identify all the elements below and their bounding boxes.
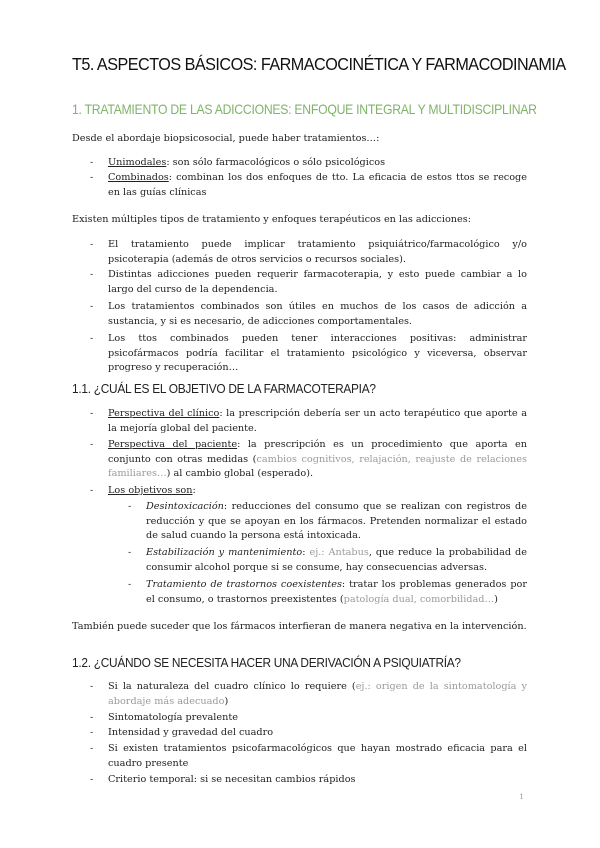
- bullet-dash: -: [90, 439, 94, 450]
- list-item: [90, 268, 527, 297]
- list-item-text: ): [494, 593, 498, 605]
- bullet-dash: -: [90, 774, 94, 785]
- list-item-text: : la prescripción debería ser un acto terapéutico que aporte a la mejoría global del paciente.: [108, 408, 527, 434]
- list-item: [90, 438, 527, 482]
- bullet-dash: -: [90, 743, 94, 754]
- bullet-dash: -: [90, 157, 94, 168]
- list-item: [90, 484, 527, 499]
- list-item: [90, 742, 527, 771]
- list-item-text: Si la naturaleza del cuadro clínico lo requiere (: [108, 681, 356, 692]
- list-item-text: Distintas adicciones pueden requerir farmacoterapia, y esto puede cambiar a lo largo del curso de la dependencia.: [108, 269, 527, 295]
- bullet-dash: -: [90, 408, 94, 419]
- sub-list-item: [128, 500, 527, 544]
- term-estabilizacion: Estabilización y mantenimiento: [146, 547, 303, 558]
- bullet-dash: -: [90, 172, 94, 183]
- bullet-dash: -: [90, 712, 94, 723]
- list-item-text: : combinan los dos enfoques de tto. La eficacia de estos ttos se recoge en las guías clínicas: [108, 172, 527, 198]
- paragraph-closing: También puede suceder que los fármacos interfieran de manera negativa en la intervención.: [72, 621, 527, 632]
- list-item: [90, 773, 527, 788]
- list-item: [90, 238, 527, 267]
- term-objetivos: Los objetivos son: [108, 485, 193, 496]
- list-item-text: Criterio temporal: si se necesitan cambios rápidos: [108, 774, 356, 785]
- list-item: [90, 300, 527, 329]
- list-item-text: Intensidad y gravedad del cuadro: [108, 727, 274, 738]
- list-item: [90, 156, 527, 171]
- list-item-text: El tratamiento puede implicar tratamiento psiquiátrico/farmacológico y/o psicoterapia (además de otros servicios o recursos sociales).: [108, 239, 527, 265]
- document-title: T5. ASPECTOS BÁSICOS: FARMACOCINÉTICA Y FARMACODINAMIA: [72, 54, 566, 74]
- list-item: [90, 407, 527, 436]
- list-item: [90, 332, 527, 376]
- bullet-dash: -: [90, 239, 94, 250]
- list-item: [90, 711, 527, 726]
- example-text: ej.: origen de la sintomatología y abordaje más adecuado: [108, 681, 527, 707]
- list-item: [90, 726, 527, 741]
- list-item-text: : son sólo farmacológicos o sólo psicológicos: [166, 157, 386, 168]
- list-item-text: Los ttos combinados pueden tener interacciones positivas: administrar psicofármacos podría facilitar el tratamiento psicológico y viceversa, observar progreso y recuperación…: [108, 333, 527, 373]
- term-combinados: Combinados: [108, 172, 169, 183]
- bullet-dash: -: [128, 501, 132, 512]
- example-text: cambios cognitivos, relajación, reajuste de relaciones familiares…: [108, 453, 527, 479]
- term-clinico: Perspectiva del clínico: [108, 408, 220, 419]
- section-heading-1-1: 1.1. ¿CUÁL ES EL OBJETIVO DE LA FARMACOTERAPIA?: [72, 381, 376, 396]
- list-item-text: : la prescripción es un procedimiento que aporta en conjunto con otras medidas (: [108, 439, 527, 465]
- bullet-dash: -: [90, 727, 94, 738]
- list-item-text: Sintomatología prevalente: [108, 712, 238, 723]
- list-item: [90, 171, 527, 200]
- list-item-text: : tratar los problemas generados por el consumo, o trastornos preexistentes (: [146, 579, 527, 605]
- page-number: 1: [519, 792, 524, 801]
- term-paciente: Perspectiva del paciente: [108, 439, 238, 450]
- example-text: ej.: Antabus: [309, 547, 369, 558]
- list-item-text: Los tratamientos combinados son útiles en muchos de los casos de adicción a sustancia, y si es necesario, de adicciones comportamentales.: [108, 301, 527, 327]
- list-item-text: :: [192, 485, 196, 496]
- bullet-dash: -: [90, 485, 94, 496]
- list-item: [90, 680, 527, 709]
- list-item-text: ) al cambio global (esperado).: [166, 468, 314, 479]
- list-item-text: : reducciones del consumo que se realizan con registros de reducción y que se apoyan en los fármacos. Pretenden normalizar el estado de salud cuando la persona está intoxicada.: [146, 501, 527, 541]
- paragraph-intro-2: Existen múltiples tipos de tratamiento y enfoques terapéuticos en las adicciones:: [72, 214, 471, 225]
- list-item-text: , que reduce la probabilidad de consumir alcohol porque si se consume, hay consecuencias adversas.: [146, 547, 527, 573]
- bullet-dash: -: [90, 301, 94, 312]
- bullet-dash: -: [90, 681, 94, 692]
- term-unimodales: Unimodales: [108, 157, 167, 168]
- bullet-dash: -: [90, 269, 94, 280]
- term-desintoxicacion: Desintoxicación: [146, 501, 224, 512]
- list-item-text: :: [302, 547, 310, 558]
- sub-list-item: [128, 578, 527, 607]
- bullet-dash: -: [128, 579, 132, 590]
- list-item-text: ): [224, 695, 229, 707]
- section-heading-1: 1. TRATAMIENTO DE LAS ADICCIONES: ENFOQUE INTEGRAL Y MULTIDISCIPLINAR: [72, 102, 537, 117]
- bullet-dash: -: [128, 547, 132, 558]
- bullet-dash: -: [90, 333, 94, 344]
- term-trastornos: Tratamiento de trastornos coexistentes: [146, 579, 342, 590]
- section-heading-1-2: 1.2. ¿CUÁNDO SE NECESITA HACER UNA DERIVACIÓN A PSIQUIATRÍA?: [72, 655, 461, 670]
- example-text: patología dual, comorbilidad…: [343, 593, 495, 605]
- sub-list-item: [128, 546, 527, 575]
- list-item-text: Si existen tratamientos psicofarmacológicos que hayan mostrado eficacia para el cuadro presente: [108, 743, 527, 769]
- paragraph-intro: Desde el abordaje biopsicosocial, puede haber tratamientos…:: [72, 133, 380, 144]
